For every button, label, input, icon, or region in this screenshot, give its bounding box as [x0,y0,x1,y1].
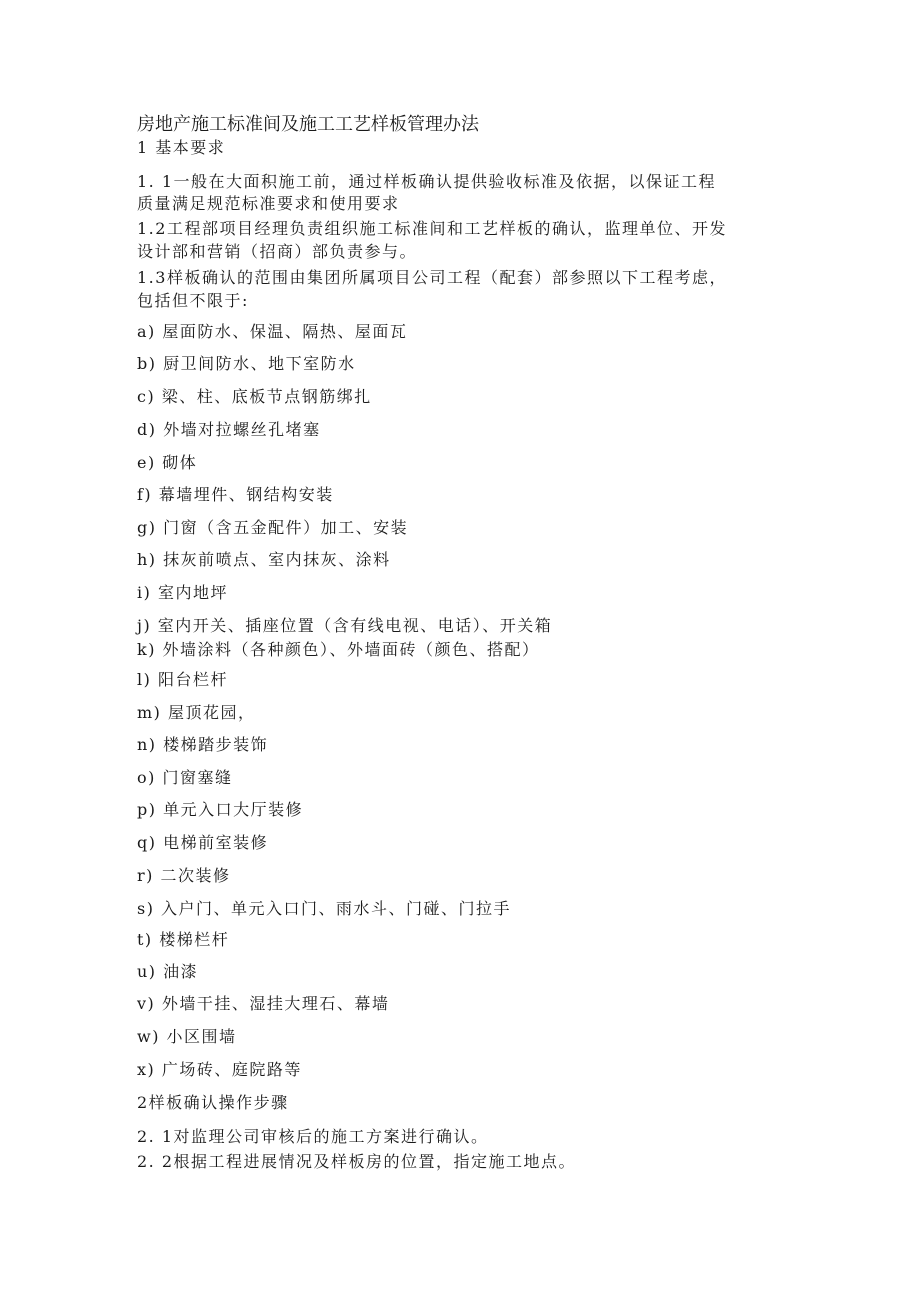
paragraph-line: 2. 1对监理公司审核后的施工方案进行确认。 [137,1127,489,1146]
section-heading: 2样板确认操作步骤 [137,1093,289,1112]
list-item: s) 入户门、单元入口门、雨水斗、门碰、门拉手 [137,899,512,918]
list-item: m) 屋顶花园， [137,703,256,722]
list-item: f) 幕墙埋件、钢结构安装 [137,485,334,504]
list-item: b) 厨卫间防水、地下室防水 [137,354,356,373]
list-item: t) 楼梯栏杆 [137,930,230,949]
document-title: 房地产施工标准间及施工工艺样板管理办法 [137,114,479,135]
list-item: x) 广场砖、庭院路等 [137,1060,302,1079]
list-item: h) 抹灰前喷点、室内抹灰、涂料 [137,550,391,569]
list-item: g) 门窗（含五金配件）加工、安装 [137,518,409,537]
list-item: k) 外墙涂料（各种颜色）、外墙面砖（颜色、搭配） [137,640,540,659]
paragraph-line: 包括但不限于: [137,291,249,310]
list-item: w) 小区围墙 [137,1027,237,1046]
list-item: j) 室内开关、插座位置（含有线电视、电话）、开关箱 [137,616,553,635]
paragraph-line: 质量满足规范标准要求和使用要求 [137,194,400,213]
list-item: i) 室内地坪 [137,583,228,602]
list-item: a) 屋面防水、保温、隔热、屋面瓦 [137,322,408,341]
paragraph-line: 1.2工程部项目经理负责组织施工标准间和工艺样板的确认，监理单位、开发 [137,219,727,238]
list-item: n) 楼梯踏步装饰 [137,735,269,754]
list-item: q) 电梯前室装修 [137,833,269,852]
paragraph-line: 1.3样板确认的范围由集团所属项目公司工程（配套）部参照以下工程考虑， [137,268,727,287]
list-item: p) 单元入口大厅装修 [137,800,304,819]
list-item: r) 二次装修 [137,866,231,885]
list-item: e) 砌体 [137,453,198,472]
list-item: v) 外墙干挂、湿挂大理石、幕墙 [137,994,390,1013]
section-heading: 1 基本要求 [137,138,226,157]
paragraph-line: 2. 2根据工程进展情况及样板房的位置，指定施工地点。 [137,1152,577,1171]
list-item: d) 外墙对拉螺丝孔堵塞 [137,420,321,439]
paragraph-line: 1. 1一般在大面积施工前，通过样板确认提供验收标准及依据，以保证工程 [137,172,717,191]
list-item: l) 阳台栏杆 [137,670,228,689]
list-item: c) 梁、柱、底板节点钢筋绑扎 [137,387,372,406]
list-item: u) 油漆 [137,962,199,981]
paragraph-line: 设计部和营销（招商）部负责参与。 [137,242,418,261]
list-item: o) 门窗塞缝 [137,768,233,787]
